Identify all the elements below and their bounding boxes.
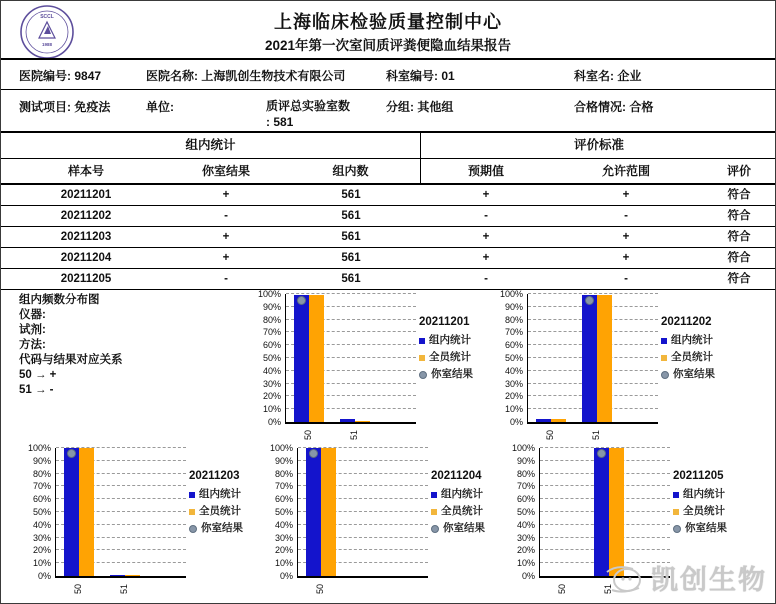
y-axis-tick-label: 80% — [262, 314, 281, 325]
kaichuang-watermark — [603, 558, 767, 597]
y-axis-tick-label: 80% — [32, 468, 51, 479]
bar-group — [536, 419, 551, 422]
y-axis-tick-label: 90% — [516, 455, 535, 466]
y-axis-tick-label: 30% — [32, 532, 51, 543]
y-axis-tick-label: 10% — [262, 404, 281, 415]
group-header-criteria: 评价标准 — [573, 138, 624, 152]
y-axis-tick-label: 0% — [521, 571, 535, 581]
table-cell: + — [222, 189, 230, 201]
legend-item: 组内统计 — [189, 486, 243, 503]
table-row — [1, 269, 776, 290]
bar-group — [64, 448, 79, 576]
table-cell: + — [222, 252, 230, 264]
col-group-count: 组内数 — [281, 159, 421, 183]
legend-item: 组内统计 — [419, 332, 473, 349]
chart-legend — [189, 468, 243, 537]
y-axis-tick-label: 30% — [262, 378, 281, 389]
y-axis-tick-label: 90% — [274, 455, 293, 466]
bar-group — [306, 448, 321, 576]
table-cell: 561 — [341, 273, 361, 285]
chart-legend — [431, 468, 485, 537]
blue-square-icon — [189, 492, 195, 498]
table-row — [1, 185, 776, 206]
your-lab-result-marker — [309, 449, 318, 458]
bar-all — [321, 448, 336, 576]
y-axis-tick-label: 100% — [499, 289, 523, 299]
your-lab-result-marker — [67, 449, 76, 458]
page-subtitle: 2021年第一次室间质评粪便隐血结果报告 — [264, 38, 512, 53]
kaichuang-logo-icon — [603, 560, 645, 596]
y-axis-tick-label: 50% — [516, 507, 535, 517]
legend-item: 全员统计 — [431, 503, 485, 520]
y-axis-tick-label: 100% — [257, 289, 281, 299]
page-title: 上海临床检验质量控制中心 — [274, 12, 502, 32]
y-axis-tick-label: 80% — [504, 314, 523, 325]
y-axis-tick-label: 40% — [516, 519, 535, 530]
result-rows — [1, 185, 776, 290]
x-axis-tick-label: 51 — [119, 584, 129, 595]
gridline — [528, 293, 658, 294]
orange-square-icon — [673, 509, 679, 515]
legend-item: 全员统计 — [661, 349, 715, 366]
y-axis-tick-label: 100% — [269, 443, 293, 453]
bar-group — [582, 295, 597, 422]
table-cell: - — [624, 210, 628, 222]
table-cell: - — [224, 273, 228, 285]
reagent-label: 试剂: — [19, 324, 46, 336]
table-cell: 符合 — [727, 210, 751, 222]
table-cell: 20211204 — [60, 252, 112, 264]
freq-chart-20211202 — [493, 288, 729, 440]
y-axis-tick-label: 80% — [516, 468, 535, 479]
y-axis-tick-label: 50% — [504, 353, 523, 363]
blue-square-icon — [431, 492, 437, 498]
method-label: 方法: — [19, 339, 46, 351]
y-axis-tick-label: 100% — [27, 443, 51, 453]
bar-all — [609, 448, 624, 576]
col-evaluation: 评价 — [726, 164, 751, 178]
y-axis-tick-label: 40% — [262, 365, 281, 376]
col-your-result: 你室结果 — [201, 164, 250, 178]
freq-chart-20211201 — [251, 288, 487, 440]
frequency-meta-block — [19, 293, 249, 398]
table-cell: - — [624, 273, 628, 285]
y-axis-tick-label: 20% — [32, 545, 51, 556]
table-cell: 561 — [341, 189, 361, 201]
bar-all — [355, 421, 370, 422]
y-axis-tick-label: 90% — [32, 455, 51, 466]
bar-group — [294, 295, 309, 422]
table-cell: + — [622, 189, 630, 201]
gray-dot-icon — [419, 371, 427, 379]
table-cell: 561 — [341, 252, 361, 264]
table-cell: - — [224, 210, 228, 222]
table-group-header — [1, 133, 776, 159]
group-header-intra: 组内统计 — [1, 133, 421, 158]
table-row — [1, 227, 776, 248]
table-cell: 20211205 — [60, 273, 112, 285]
y-axis-tick-label: 40% — [32, 519, 51, 530]
y-axis-tick-label: 100% — [511, 443, 535, 453]
bar-all — [551, 419, 566, 422]
legend-item: 组内统计 — [661, 332, 715, 349]
qualified-status: 合格情况: 合格 — [574, 100, 654, 114]
legend-item: 你室结果 — [189, 520, 243, 537]
y-axis-tick-label: 30% — [274, 532, 293, 543]
gray-dot-icon — [431, 525, 439, 533]
col-sample-no: 样本号 — [67, 164, 104, 178]
results-table — [1, 133, 776, 290]
y-axis-tick-label: 70% — [516, 481, 535, 492]
table-cell: - — [484, 273, 488, 285]
y-axis-tick-label: 50% — [32, 507, 51, 517]
legend-item: 你室结果 — [419, 366, 473, 383]
bar-all — [597, 295, 612, 422]
y-axis-tick-label: 0% — [37, 571, 51, 581]
table-cell: + — [622, 231, 630, 243]
legend-title: 20211201 — [419, 316, 470, 328]
orange-square-icon — [661, 355, 667, 361]
y-axis-tick-label: 0% — [279, 571, 293, 581]
legend-item: 全员统计 — [673, 503, 727, 520]
y-axis-tick-label: 40% — [274, 519, 293, 530]
chart-plot-area — [527, 294, 658, 424]
x-axis-tick-label: 50 — [315, 584, 325, 595]
svg-text:1988: 1988 — [41, 42, 53, 47]
your-lab-result-marker — [585, 296, 594, 305]
table-cell: + — [482, 189, 490, 201]
freq-chart-title: 组内频数分布图 — [19, 294, 100, 306]
gray-dot-icon — [673, 525, 681, 533]
instrument-label: 仪器: — [19, 309, 46, 321]
y-axis-tick-label: 90% — [504, 301, 523, 312]
table-cell: - — [484, 210, 488, 222]
chart-legend — [419, 314, 473, 383]
bar-group — [594, 448, 609, 576]
bar-all — [309, 295, 324, 422]
table-cell: + — [222, 231, 230, 243]
y-axis-tick-label: 80% — [274, 468, 293, 479]
table-cell: 符合 — [727, 273, 751, 285]
col-allowed-range: 允许范围 — [601, 164, 650, 178]
y-axis-tick-label: 10% — [32, 558, 51, 569]
blue-square-icon — [419, 338, 425, 344]
y-axis-tick-label: 10% — [274, 558, 293, 569]
bar-all — [79, 448, 94, 576]
legend-item: 全员统计 — [189, 503, 243, 520]
legend-item: 你室结果 — [673, 520, 727, 537]
legend-item: 你室结果 — [661, 366, 715, 383]
y-axis-tick-label: 70% — [274, 481, 293, 492]
y-axis-tick-label: 20% — [516, 545, 535, 556]
table-cell: 561 — [341, 210, 361, 222]
x-axis-tick-label: 51 — [603, 584, 613, 595]
y-axis-tick-label: 30% — [516, 532, 535, 543]
legend-title: 20211203 — [189, 470, 240, 482]
unit: 单位: — [146, 100, 174, 114]
table-column-header — [1, 159, 776, 185]
bar-group — [110, 575, 125, 576]
table-cell: + — [482, 231, 490, 243]
y-axis-tick-label: 70% — [504, 327, 523, 338]
legend-item: 你室结果 — [431, 520, 485, 537]
x-axis-tick-label: 50 — [557, 584, 567, 595]
department-name: 科室名: 企业 — [574, 69, 642, 83]
table-cell: 20211202 — [60, 210, 112, 222]
y-axis-tick-label: 0% — [267, 417, 281, 427]
y-axis-tick-label: 20% — [274, 545, 293, 556]
legend-item: 全员统计 — [419, 349, 473, 366]
gray-dot-icon — [189, 525, 197, 533]
legend-title: 20211205 — [673, 470, 724, 482]
x-axis-tick-label: 50 — [303, 430, 313, 441]
freq-chart-20211204 — [263, 442, 499, 594]
y-axis-tick-label: 60% — [32, 494, 51, 505]
table-cell: 符合 — [727, 252, 751, 264]
hospital-number: 医院编号: 9847 — [19, 69, 102, 83]
total-labs: 质评总实验室数 : 581 — [266, 99, 351, 129]
table-cell: + — [482, 252, 490, 264]
y-axis-tick-label: 50% — [262, 353, 281, 363]
y-axis-tick-label: 90% — [262, 301, 281, 312]
y-axis-tick-label: 60% — [274, 494, 293, 505]
y-axis-tick-label: 10% — [504, 404, 523, 415]
header-divider — [1, 58, 776, 60]
chart-plot-area — [55, 448, 186, 578]
y-axis-tick-label: 60% — [262, 340, 281, 351]
gray-dot-icon — [661, 371, 669, 379]
table-cell: 符合 — [727, 189, 751, 201]
chart-plot-area — [285, 294, 416, 424]
y-axis-tick-label: 70% — [262, 327, 281, 338]
test-item: 测试项目: 免疫法 — [19, 100, 111, 114]
orange-square-icon — [431, 509, 437, 515]
gridline — [286, 293, 416, 294]
legend-item: 组内统计 — [673, 486, 727, 503]
bar-group — [340, 419, 355, 422]
svg-text:SCCL: SCCL — [40, 14, 54, 20]
blue-square-icon — [661, 338, 667, 344]
chart-legend — [673, 468, 727, 537]
y-axis-tick-label: 70% — [32, 481, 51, 492]
code-mapping-negative: 51 → - — [19, 384, 54, 396]
y-axis-tick-label: 0% — [509, 417, 523, 427]
blue-square-icon — [673, 492, 679, 498]
hospital-name: 医院名称: 上海凯创生物技术有限公司 — [146, 69, 346, 83]
table-cell: 561 — [341, 231, 361, 243]
legend-title: 20211204 — [431, 470, 482, 482]
y-axis-tick-label: 10% — [516, 558, 535, 569]
group: 分组: 其他组 — [386, 100, 454, 114]
table-row — [1, 206, 776, 227]
legend-title: 20211202 — [661, 316, 712, 328]
y-axis-tick-label: 60% — [516, 494, 535, 505]
info-divider — [1, 89, 776, 90]
table-cell: 符合 — [727, 231, 751, 243]
table-cell: 20211203 — [60, 231, 112, 243]
code-mapping-positive: 50 → + — [19, 369, 57, 381]
col-expected: 预期值 — [467, 164, 504, 178]
orange-square-icon — [419, 355, 425, 361]
orange-square-icon — [189, 509, 195, 515]
watermark-text: 凯创生物 — [651, 565, 767, 595]
x-axis-tick-label: 50 — [545, 430, 555, 441]
y-axis-tick-label: 20% — [504, 391, 523, 402]
department-number: 科室编号: 01 — [386, 69, 455, 83]
x-axis-tick-label: 51 — [349, 430, 359, 441]
x-axis-tick-label: 51 — [591, 430, 601, 441]
table-row — [1, 248, 776, 269]
your-lab-result-marker — [297, 296, 306, 305]
table-cell: 20211201 — [60, 189, 112, 201]
table-cell: + — [622, 252, 630, 264]
y-axis-tick-label: 20% — [262, 391, 281, 402]
code-mapping-title: 代码与结果对应关系 — [19, 354, 123, 366]
chart-legend — [661, 314, 715, 383]
y-axis-tick-label: 60% — [504, 340, 523, 351]
y-axis-tick-label: 40% — [504, 365, 523, 376]
y-axis-tick-label: 30% — [504, 378, 523, 389]
chart-plot-area — [297, 448, 428, 578]
x-axis-tick-label: 50 — [73, 584, 83, 595]
legend-item: 组内统计 — [431, 486, 485, 503]
freq-chart-20211203 — [21, 442, 257, 594]
y-axis-tick-label: 50% — [274, 507, 293, 517]
bar-all — [125, 575, 140, 576]
your-lab-result-marker — [597, 449, 606, 458]
